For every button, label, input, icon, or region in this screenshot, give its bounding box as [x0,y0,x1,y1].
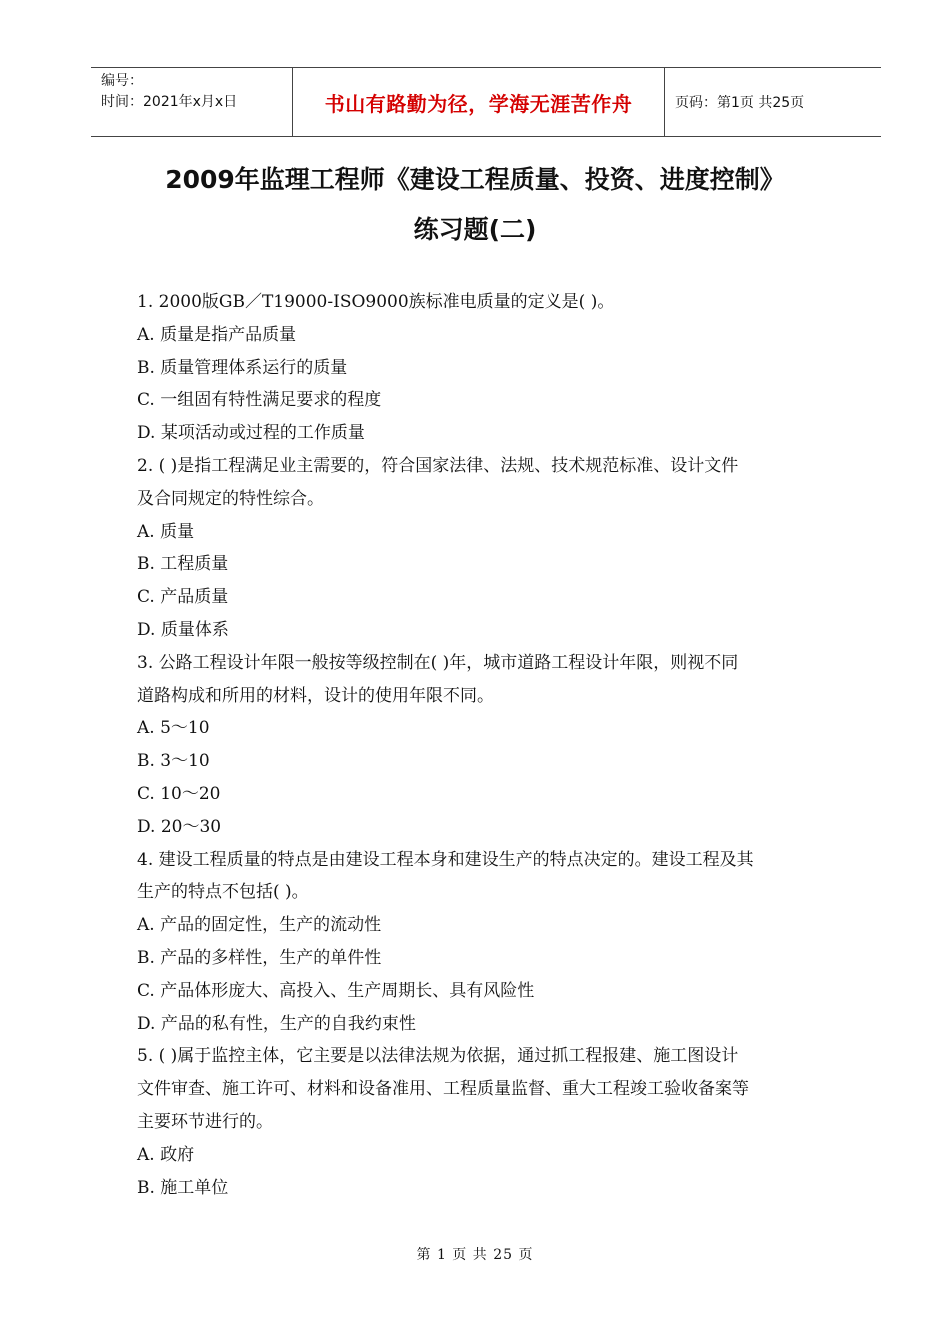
header-motto: 书山有路勤为径，学海无涯苦作舟 [293,68,665,136]
text-line: C. 10～20 [137,783,221,804]
header-page-info: 页码：第1页 共25页 [675,95,805,111]
text-line: C. 一组固有特性满足要求的程度 [137,390,382,411]
text-line: D. 质量体系 [137,619,229,640]
text-line: D. 某项活动或过程的工作质量 [137,423,365,444]
text-line: 5. ( )属于监控主体，它主要是以法律法规为依据，通过抓工程报建、施工图设计 [137,1046,739,1067]
text-line: A. 质量是指产品质量 [137,324,297,345]
page-title-line1: 2009年监理工程师《建设工程质量、投资、进度控制》 [165,165,785,194]
text-line: 3. 公路工程设计年限一般按等级控制在( )年，城市道路工程设计年限，则视不同 [137,652,739,673]
text-line: 生产的特点不包括( )。 [137,882,309,903]
text-line: C. 产品体形庞大、高投入、生产周期长、具有风险性 [137,980,535,1001]
text-line: 道路构成和所用的材料，设计的使用年限不同。 [137,685,494,706]
text-line: A. 质量 [137,521,195,542]
text-line: B. 质量管理体系运行的质量 [137,357,348,378]
text-line: A. 政府 [137,1144,195,1165]
text-line: B. 施工单位 [137,1177,229,1198]
text-line: 2. ( )是指工程满足业主需要的，符合国家法律、法规、技术规范标准、设计文件 [137,455,739,476]
text-line: A. 产品的固定性，生产的流动性 [137,915,382,936]
text-line: B. 产品的多样性，生产的单件性 [137,947,382,968]
header-date: 时间：2021年x月x日 [101,94,238,110]
question-content [137,286,837,1204]
text-line: B. 工程质量 [137,554,229,575]
text-line: D. 20～30 [137,816,222,837]
page-footer: 第 1 页 共 25 页 [416,1247,534,1263]
text-line: B. 3～10 [137,751,210,772]
text-line: C. 产品质量 [137,587,229,608]
text-line: 4. 建设工程质量的特点是由建设工程本身和建设生产的特点决定的。建设工程及其 [137,849,754,870]
page-title-line2: 练习题(二) [413,215,537,244]
text-line: 主要环节进行的。 [137,1111,273,1132]
text-line: 文件审查、施工许可、材料和设备准用、工程质量监督、重大工程竣工验收备案等 [137,1079,749,1100]
text-line: 及合同规定的特性综合。 [137,488,324,509]
header-number: 编号： [101,73,143,89]
text-line: A. 5～10 [137,718,210,739]
header-meta [91,68,293,136]
text-line: D. 产品的私有性，生产的自我约束性 [137,1013,416,1034]
text-line: 1. 2000版GB／T19000-ISO9000族标准电质量的定义是( )。 [137,292,615,312]
document-header [91,67,881,137]
